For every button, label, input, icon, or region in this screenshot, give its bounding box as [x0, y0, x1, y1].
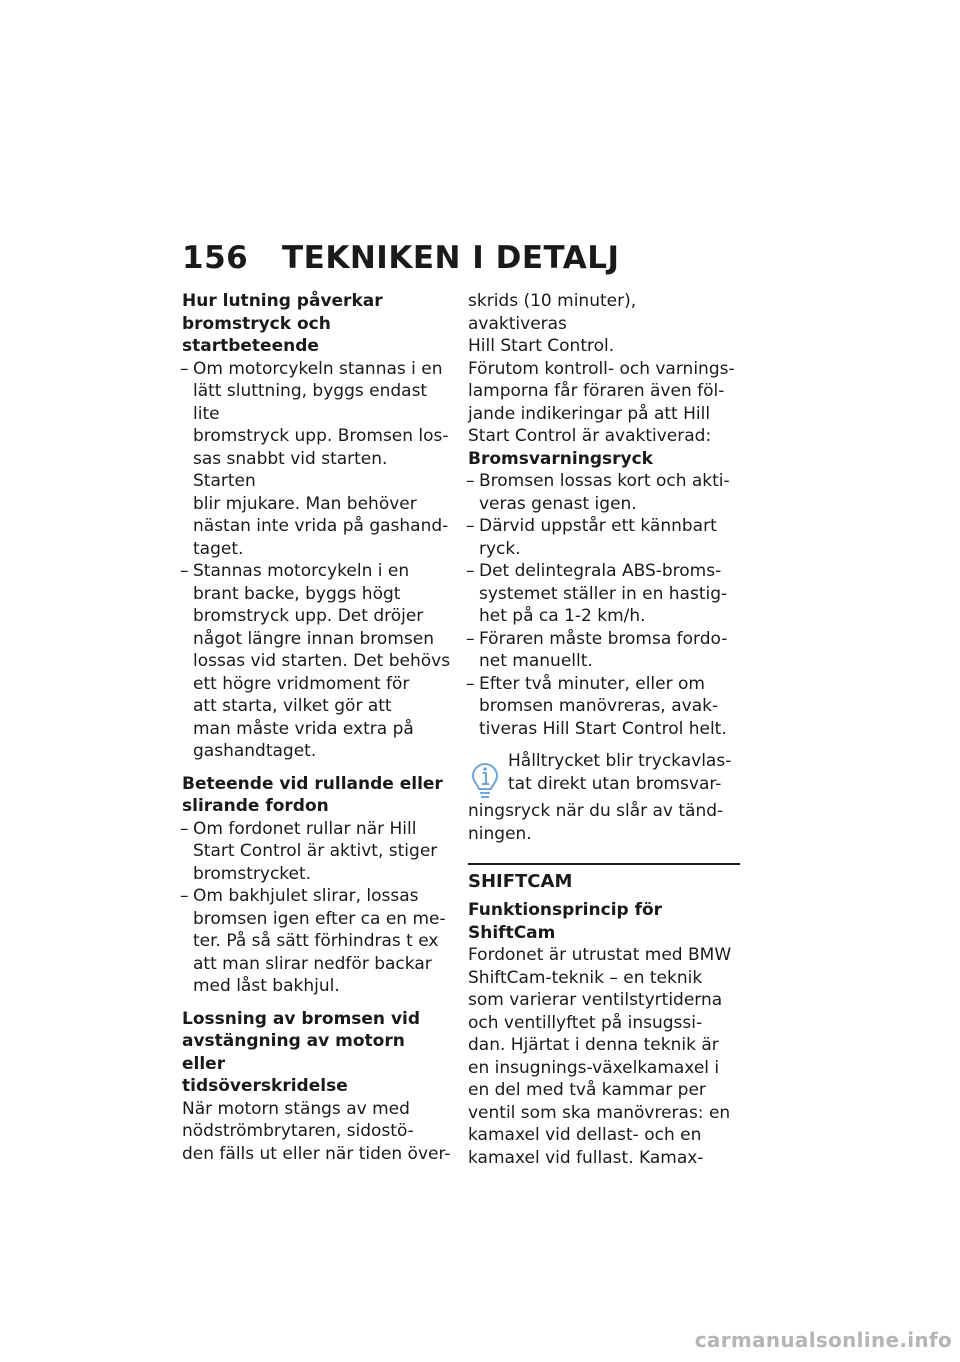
bullet-line: blir mjukare. Man behöver — [193, 493, 417, 514]
heading-line: Hur lutning påverkar — [182, 291, 383, 311]
bullet-line: gashandtaget. — [193, 741, 317, 761]
bullet-line: Därvid uppstår ett kännbart — [479, 516, 717, 536]
bullet-dash: – — [180, 886, 189, 906]
bullet-line: ter. På så sätt förhindras t ex — [193, 931, 439, 951]
heading-line: slirande fordon — [182, 796, 329, 816]
text-line: som varierar ventilstyrtiderna — [468, 990, 723, 1010]
watermark: carmanualsonline.info — [694, 1328, 952, 1352]
bullet-line: tiveras Hill Start Control helt. — [479, 718, 727, 739]
text-line: Start Control är avaktiverad: — [468, 426, 712, 446]
bullet-dash: – — [180, 561, 189, 581]
bullet-line: het på ca 1-2 km/h. — [479, 606, 646, 626]
bullet-line: något längre innan bromsen — [193, 628, 434, 649]
bullet-dash: – — [466, 471, 475, 491]
text-line: ventil som ska manövreras: en — [468, 1102, 731, 1123]
text-line: Hill Start Control. — [468, 336, 615, 356]
bullet-line: sas snabbt vid starten. Starten — [193, 448, 388, 491]
section-title-shiftcam: SHIFTCAM — [468, 871, 573, 892]
bullet-vehicle-rolls — [182, 818, 452, 886]
heading-shiftcam-principle: Funktionsprincip för ShiftCam — [468, 900, 663, 943]
text-line: skrids (10 minuter), avaktiveras — [468, 291, 637, 334]
bullet-line: bromsen igen efter ca en me- — [193, 908, 446, 929]
text-line: dan. Hjärtat i denna teknik är — [468, 1035, 719, 1055]
bullet-dash: – — [466, 561, 475, 581]
paragraph-engine-off — [182, 1098, 452, 1166]
page-header — [182, 240, 620, 276]
note-line: tat direkt utan bromsvar- — [508, 773, 722, 794]
bullet-line: Start Control är aktivt, stiger — [193, 841, 438, 861]
bullet-dash: – — [180, 818, 189, 839]
info-icon — [468, 756, 502, 800]
text-line: den fälls ut eller när tiden över- — [182, 1143, 451, 1164]
text-line: kamaxel vid fullast. Kamax- — [468, 1147, 704, 1168]
bullet-line: Stannas motorcykeln i en — [193, 561, 410, 581]
heading-line: Beteende vid rullande eller — [182, 773, 443, 794]
bullet-line: Om motorcykeln stannas i en — [193, 358, 443, 379]
heading-line: avstängning av motorn eller — [182, 1031, 405, 1074]
bullet-line: Det delintegrala ABS-broms- — [479, 561, 722, 581]
bullet-line: brant backe, byggs högt — [193, 583, 401, 604]
bullet-line: man måste vrida extra på — [193, 718, 414, 739]
note-line: Hålltrycket blir tryckavlas- — [508, 751, 732, 771]
spacer — [182, 998, 452, 1008]
bullet-rear-wheel-slips — [182, 885, 452, 998]
bullet-line: Om fordonet rullar när Hill — [193, 818, 417, 839]
heading-brake-release — [182, 1008, 452, 1098]
bullet-slight-slope — [182, 358, 452, 561]
bullet-line: bromstryck upp. Det dröjer — [193, 606, 424, 626]
paragraph-shiftcam — [468, 944, 740, 1169]
text-line: ShiftCam-teknik – en teknik — [468, 967, 703, 988]
bullet-line: lätt sluttning, byggs endast lite — [193, 381, 428, 424]
bullet-line: veras genast igen. — [479, 493, 637, 514]
paragraph-timeout-continued — [468, 290, 740, 358]
heading-line: tidsöverskridelse — [182, 1076, 348, 1096]
note-line: ningen. — [468, 823, 532, 844]
bullet-dash: – — [180, 358, 189, 379]
bullet-line: systemet ställer in en hastig- — [479, 583, 728, 604]
heading-line: Lossning av bromsen vid — [182, 1008, 421, 1029]
bullet-line: att starta, vilket gör att — [193, 696, 392, 716]
bullet-manual-brake — [468, 628, 740, 673]
bullet-two-minutes — [468, 673, 740, 741]
bullet-brake-releases — [468, 470, 740, 515]
page-number: 156 — [182, 240, 249, 276]
bullet-dash: – — [466, 673, 475, 694]
bullet-line: net manuellt. — [479, 651, 593, 671]
heading-rolling-vehicle — [182, 773, 452, 818]
bullet-steep-slope — [182, 560, 452, 763]
text-line: en del med två kammar per — [468, 1080, 706, 1100]
text-line: kamaxel vid dellast- och en — [468, 1125, 702, 1145]
spacer — [182, 763, 452, 773]
bullet-line: Bromsen lossas kort och akti- — [479, 471, 730, 491]
right-column — [468, 290, 740, 1169]
heading-brake-warning-jerk: Bromsvarningsryck — [468, 448, 653, 469]
paragraph-indicators — [468, 358, 740, 448]
note-line: ningsryck när du slår av tänd- — [468, 801, 724, 821]
bullet-dash: – — [466, 628, 475, 649]
bullet-line: taget. — [193, 538, 244, 559]
bullet-line: Efter två minuter, eller om — [479, 673, 705, 694]
bullet-line: lossas vid starten. Det behövs — [193, 651, 451, 671]
bullet-line: att man slirar nedför backar — [193, 953, 432, 974]
bullet-line: med låst bakhjul. — [193, 976, 340, 996]
text-line: Fordonet är utrustat med BMW — [468, 945, 732, 965]
spacer — [468, 740, 740, 750]
text-line: Förutom kontroll- och varnings- — [468, 358, 735, 379]
text-line: en insugnings-växelkamaxel i — [468, 1057, 720, 1078]
bullet-line: ryck. — [479, 538, 521, 559]
text-line: och ventillyftet på insugssi- — [468, 1012, 703, 1033]
text-line: jande indikeringar på att Hill — [468, 403, 711, 424]
text-line: nödströmbrytaren, sidostö- — [182, 1121, 414, 1141]
page-title: TEKNIKEN I DETALJ — [282, 240, 620, 276]
section-divider — [468, 863, 740, 895]
info-note — [468, 750, 740, 845]
bullet-line: bromsen manövreras, avak- — [479, 696, 719, 716]
heading-slope-effect — [182, 290, 452, 358]
bullet-abs-speed — [468, 560, 740, 628]
heading-line: bromstryck och startbeteende — [182, 313, 331, 356]
bullet-noticeable-jerk — [468, 515, 740, 560]
bullet-line: nästan inte vrida på gashand- — [193, 516, 449, 536]
bullet-line: ett högre vridmoment för — [193, 673, 410, 694]
left-column — [182, 290, 452, 1165]
bullet-line: Om bakhjulet slirar, lossas — [193, 886, 419, 906]
bullet-dash: – — [466, 516, 475, 536]
text-line: När motorn stängs av med — [182, 1098, 410, 1119]
text-line: lamporna får föraren även föl- — [468, 381, 725, 401]
bullet-line: Föraren måste bromsa fordo- — [479, 628, 728, 649]
bullet-line: bromstryck upp. Bromsen los- — [193, 426, 449, 446]
bullet-line: bromstrycket. — [193, 863, 312, 884]
